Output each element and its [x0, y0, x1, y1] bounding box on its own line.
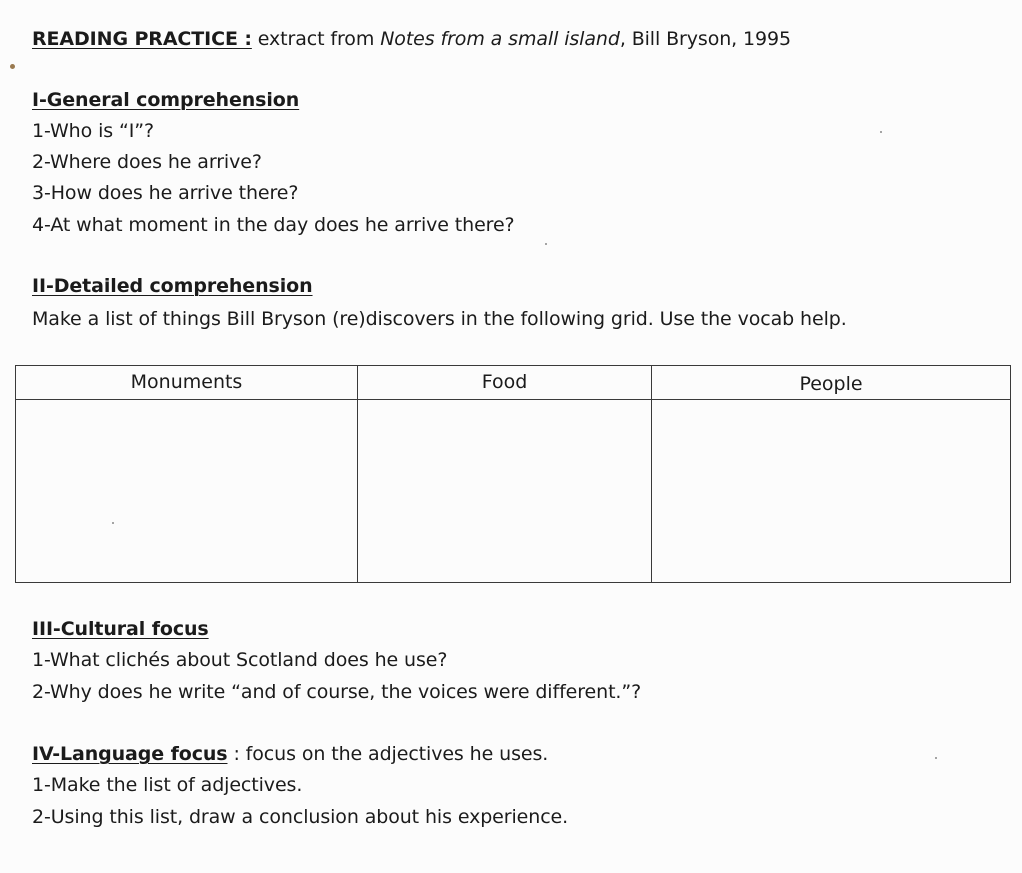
question-3-2: 2-Why does he write “and of course, the voices were different.”? [32, 681, 642, 703]
scan-speck [880, 131, 882, 133]
question-1-4: 4-At what moment in the day does he arrive there? [32, 214, 515, 236]
title-text-before: extract from [251, 28, 381, 50]
question-1-3: 3-How does he arrive there? [32, 182, 299, 204]
section-4-heading-suffix: : focus on the adjectives he uses. [227, 743, 549, 765]
section-1-heading: I-General comprehension [32, 89, 300, 111]
scan-speck [545, 243, 547, 245]
section-3-heading: III-Cultural focus [32, 618, 209, 640]
question-3-1: 1-What clichés about Scotland does he use? [32, 649, 448, 671]
document-title [32, 27, 791, 51]
grid-column-people: People [799, 373, 863, 395]
grid-cell-monuments[interactable] [17, 400, 356, 582]
discoveries-grid [15, 365, 1011, 583]
section-2-instruction: Make a list of things Bill Bryson (re)discovers in the following grid. Use the vocab help. [32, 308, 847, 330]
question-1-1: 1-Who is “I”? [32, 120, 154, 142]
grid-cell-food[interactable] [358, 400, 650, 582]
grid-column-monuments: Monuments [130, 371, 243, 393]
section-4-heading-line [32, 742, 548, 766]
scan-speck [112, 522, 114, 524]
section-4-heading: IV-Language focus [32, 743, 228, 765]
question-4-1: 1-Make the list of adjectives. [32, 774, 303, 796]
question-1-2: 2-Where does he arrive? [32, 151, 262, 173]
book-title: Notes from a small island [380, 28, 620, 50]
title-text-after: , Bill Bryson, 1995 [619, 28, 791, 50]
scan-speck [10, 64, 15, 69]
section-2-heading: II-Detailed comprehension [32, 275, 313, 297]
scan-speck [935, 757, 937, 759]
question-4-2: 2-Using this list, draw a conclusion about his experience. [32, 806, 569, 828]
title-label: READING PRACTICE : [32, 28, 252, 50]
grid-cell-people[interactable] [652, 400, 1009, 582]
grid-column-food: Food [481, 371, 528, 393]
